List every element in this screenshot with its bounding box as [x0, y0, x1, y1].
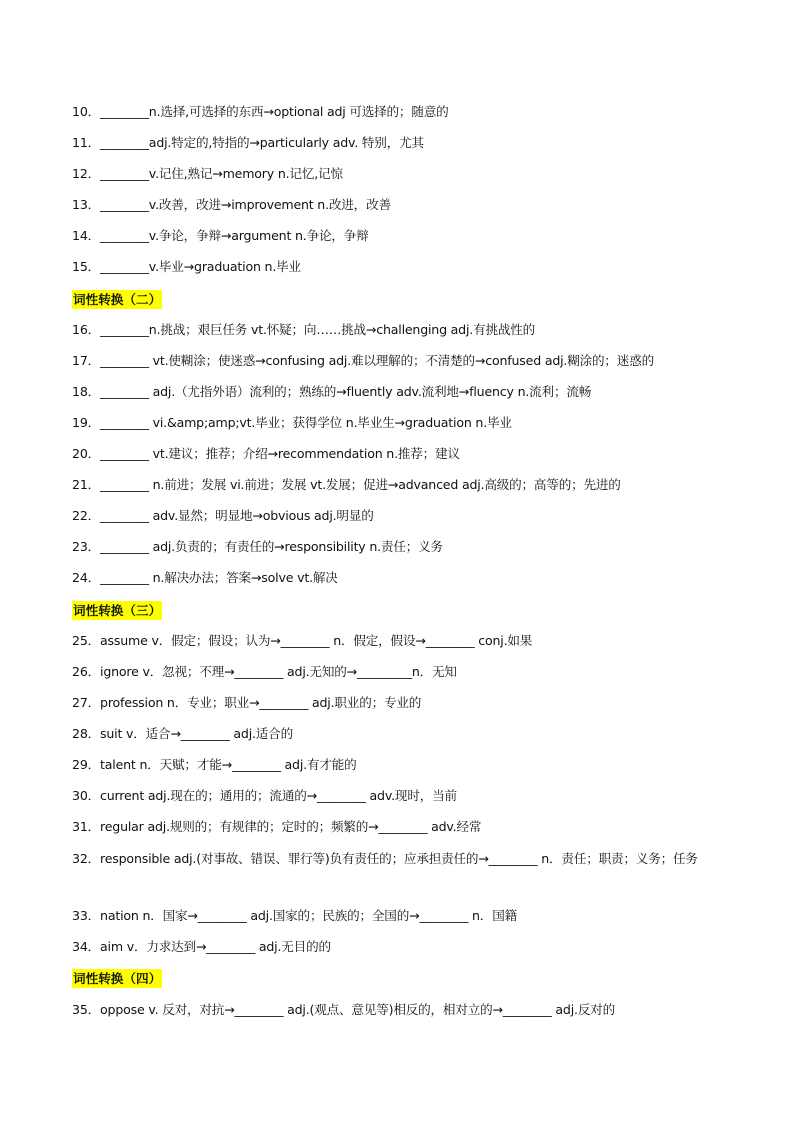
- list-item: 28．suit v．适合→________ adj.适合的: [72, 725, 293, 741]
- list-item: 26．ignore v．忽视；不理→________ adj.无知的→_________n．无知: [72, 663, 457, 679]
- list-item: 25．assume v．假定；假设；认为→________ n．假定，假设→________ conj.如果: [72, 632, 533, 648]
- list-item: 20．________ vt.建议；推荐；介绍→recommendation n.推荐；建议: [72, 446, 460, 462]
- list-item: 17．________ vt.使糊涂；使迷惑→confusing adj.难以理解的；不清楚的→confused adj.糊涂的；迷惑的: [72, 352, 654, 368]
- section-heading: 词性转换（三）: [73, 602, 162, 618]
- list-item: 12．________v.记住,熟记→memory n.记忆,记惊: [72, 166, 343, 182]
- list-item: 33．nation n．国家→________ adj.国家的；民族的；全国的→________ n．国籍: [72, 908, 517, 924]
- section-heading: 词性转换（四）: [73, 971, 162, 987]
- list-item: 15．________v.毕业→graduation n.毕业: [72, 259, 301, 275]
- list-item: 35．oppose v. 反对，对抗→________ adj.(观点、意见等)相反的，相对立的→________ adj.反对的: [72, 1001, 616, 1017]
- list-item: 18．________ adj.（尤指外语）流利的；熟练的→fluently adv.流利地→fluency n.流利；流畅: [72, 383, 592, 399]
- list-item: 24．________ n.解决办法；答案→solve vt.解决: [72, 570, 338, 586]
- worksheet-page: [72, 101, 752, 1030]
- list-item: 16．________n.挑战；艰巨任务 vt.怀疑；向……挑战→challenging adj.有挑战性的: [72, 321, 536, 337]
- list-item: 21．________ n.前进；发展 vi.前进；发展 vt.发展；促进→advanced adj.高级的；高等的；先进的: [72, 477, 621, 493]
- list-item: 22．________ adv.显然；明显地→obvious adj.明显的: [72, 508, 374, 524]
- list-item: 19．________ vi.&amp;amp;vt.毕业；获得学位 n.毕业生→graduation n.毕业: [72, 414, 512, 430]
- list-item: 11．________adj.特定的,特指的→particularly adv. 特别，尤其: [72, 135, 424, 151]
- list-item: 10．________n.选择,可选择的东西→optional adj 可选择的；随意的: [72, 104, 449, 119]
- list-item: 29．talent n．天赋；才能→________ adj.有才能的: [72, 756, 357, 772]
- list-item: 23．________ adj.负责的；有责任的→responsibility n.责任；义务: [72, 539, 443, 555]
- list-item: 32．responsible adj.(对事故、错误、罪行等)负有责任的；应承担责任的→________ n．责任；职责；义务；任务: [72, 851, 698, 867]
- list-item: 27．profession n．专业；职业→________ adj.职业的；专业的: [72, 694, 422, 710]
- list-item: 34．aim v．力求达到→________ adj.无目的的: [72, 939, 331, 955]
- list-item: 31．regular adj.规则的；有规律的；定时的；频繁的→________ adv.经常: [72, 819, 482, 835]
- list-item: 14．________v.争论，争辩→argument n.争论，争辩: [72, 228, 369, 244]
- list-item: 13．________v.改善，改进→improvement n.改进，改善: [72, 197, 391, 213]
- list-item: 30．current adj.现在的；通用的；流通的→________ adv.现时，当前: [72, 788, 457, 804]
- section-heading: 词性转换（二）: [73, 291, 162, 307]
